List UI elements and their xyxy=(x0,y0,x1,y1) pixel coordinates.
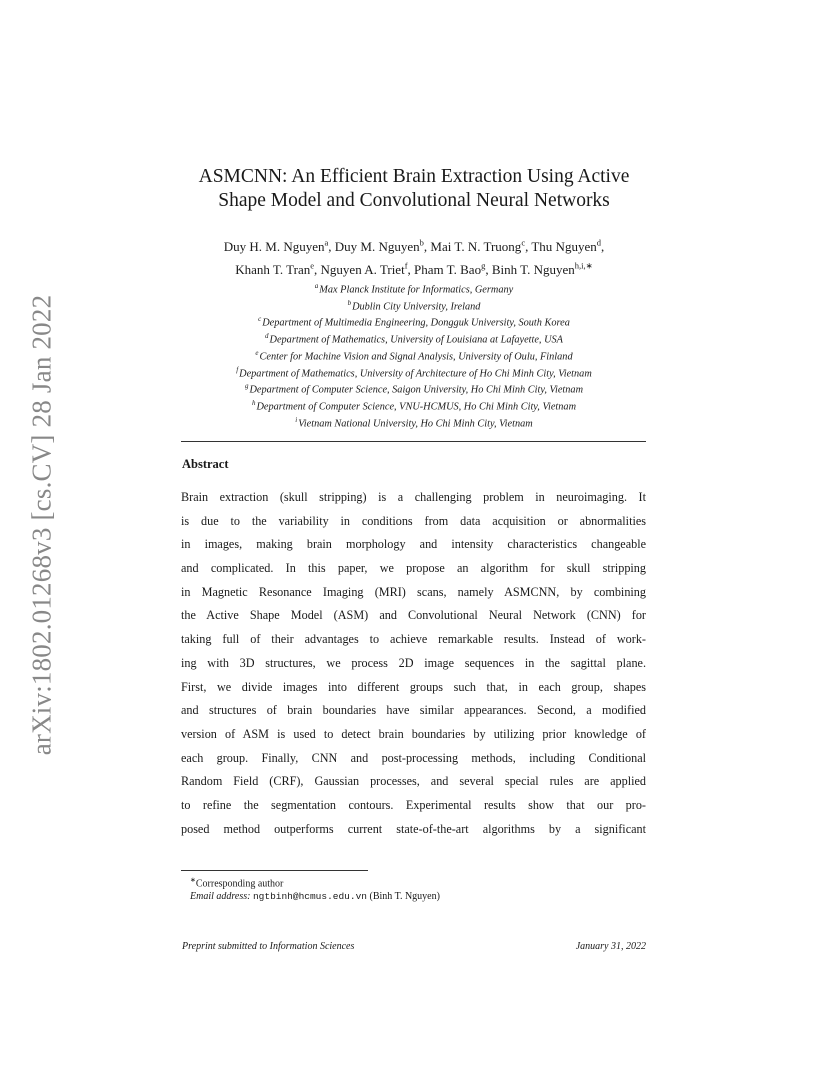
author-affil-mark: a xyxy=(324,238,329,248)
affiliation xyxy=(120,364,708,381)
affiliation-mark: a xyxy=(314,282,319,290)
author-affil-mark: d xyxy=(596,238,601,248)
author-list xyxy=(150,234,678,279)
affiliation xyxy=(120,297,708,314)
affiliation-mark: b xyxy=(347,298,352,307)
abstract-line: ing with 3D structures, we process 2D image sequences in the sagittal plane. xyxy=(181,655,646,670)
affiliation xyxy=(120,414,708,431)
corresponding-mark: ∗ xyxy=(190,876,196,884)
footnote xyxy=(190,874,440,903)
author-line xyxy=(150,234,678,256)
author-separator: , xyxy=(314,261,321,277)
author-name: Mai T. N. Truong xyxy=(430,239,522,255)
paper-title xyxy=(150,165,678,213)
email-label: Email address: xyxy=(190,891,251,903)
corresponding-text: Corresponding author xyxy=(195,878,284,890)
abstract-line: in images, making brain morphology and intensity characteristics changeable xyxy=(181,537,646,552)
affiliation-mark: h xyxy=(251,399,256,408)
footnote-rule xyxy=(181,870,368,871)
affiliation-list xyxy=(120,280,708,430)
affiliation-text: Department of Computer Science, Saigon University, Ho Chi Minh City, Vietnam xyxy=(249,384,584,396)
abstract-top-rule xyxy=(181,441,646,442)
author-separator: , xyxy=(423,239,431,255)
author-affil-mark: c xyxy=(521,238,526,248)
abstract-line: taking full of their advantages to achieve remarkable results. Instead of work- xyxy=(181,632,646,647)
abstract-body xyxy=(181,486,646,841)
author-line xyxy=(150,256,678,278)
abstract-line: each group. Finally, CNN and post-processing methods, including Conditional xyxy=(181,750,646,765)
author xyxy=(414,262,492,277)
author-affil-mark: h,i,∗ xyxy=(574,260,593,271)
affiliation-text: Department of Computer Science, VNU-HCMUS, Ho Chi Minh City, Vietnam xyxy=(256,401,577,413)
author xyxy=(321,262,415,277)
affiliation-text: Dublin City University, Ireland xyxy=(352,301,481,313)
affiliation-mark: i xyxy=(295,415,298,424)
preprint-date: January 31, 2022 xyxy=(575,941,646,952)
affiliation xyxy=(120,313,708,330)
affiliation-mark: e xyxy=(255,348,259,357)
author-name: Thu Nguyen xyxy=(531,239,597,255)
author-name: Duy H. M. Nguyen xyxy=(223,239,325,255)
abstract-line: posed method outperforms current state-of-the-art algorithms by a significant xyxy=(181,821,646,836)
author-affil-mark: b xyxy=(419,238,424,248)
author-affil-mark: f xyxy=(404,260,408,271)
author-name: Binh T. Nguyen xyxy=(491,261,575,277)
affiliation xyxy=(120,280,708,297)
abstract-line: to refine the segmentation contours. Experimental results show that our pro- xyxy=(181,797,646,812)
abstract-line: Brain extraction (skull stripping) is a challenging problem in neuroimaging. It xyxy=(181,490,646,504)
affiliation-text: Vietnam National University, Ho Chi Minh City, Vietnam xyxy=(298,418,533,430)
abstract-line: Random Field (CRF), Gaussian processes, and several special rules are applied xyxy=(181,774,646,789)
author xyxy=(235,262,320,277)
abstract-line: is due to the variability in conditions from data acquisition or abnormalities xyxy=(181,513,646,528)
author-name: Duy M. Nguyen xyxy=(334,239,420,255)
title-line: ASMCNN: An Efficient Brain Extraction Using Active xyxy=(198,166,630,187)
author-name: Khanh T. Tran xyxy=(235,261,311,277)
author-separator: , xyxy=(600,239,605,255)
abstract-heading: Abstract xyxy=(182,457,229,471)
affiliation-mark: g xyxy=(244,382,249,391)
author-separator: , xyxy=(328,239,335,255)
preprint-note: Preprint submitted to Information Sciences xyxy=(182,941,355,952)
affiliation-mark: c xyxy=(258,315,262,324)
affiliation-mark: f xyxy=(236,365,239,374)
author-name: Pham T. Bao xyxy=(414,261,482,277)
author xyxy=(335,239,431,254)
author xyxy=(224,239,335,254)
email-note xyxy=(190,890,440,903)
affiliation-text: Center for Machine Vision and Signal Analysis, University of Oulu, Finland xyxy=(259,351,573,363)
abstract-line: and complicated. In this paper, we propose an algorithm for skull stripping xyxy=(181,561,646,576)
corresponding-author-note xyxy=(190,874,440,890)
email-address-link[interactable]: ngtbinh@hcmus.edu.vn xyxy=(252,891,367,903)
author-affil-mark: e xyxy=(310,260,315,271)
author-separator: , xyxy=(525,239,532,255)
abstract-line: and structures of brain boundaries have similar appearances. Second, a modified xyxy=(181,703,646,718)
abstract-line: the Active Shape Model (ASM) and Convolutional Neural Network (CNN) for xyxy=(181,608,646,623)
affiliation xyxy=(120,330,708,347)
author-separator: , xyxy=(485,261,492,277)
affiliation xyxy=(120,380,708,397)
author-affil-mark: g xyxy=(481,260,486,271)
author xyxy=(430,239,531,254)
abstract-line: version of ASM is used to detect brain boundaries by utilizing prior knowledge of xyxy=(181,726,646,741)
author-separator: , xyxy=(407,261,415,277)
author xyxy=(531,239,604,254)
abstract-line: in Magnetic Resonance Imaging (MRI) scans, namely ASMCNN, by combining xyxy=(181,584,646,599)
affiliation-text: Max Planck Institute for Informatics, Germany xyxy=(319,284,514,296)
affiliation xyxy=(120,397,708,414)
title-line: Shape Model and Convolutional Neural Networks xyxy=(218,190,610,211)
affiliation xyxy=(120,347,708,364)
author xyxy=(492,262,593,277)
affiliation-text: Department of Multimedia Engineering, Dongguk University, South Korea xyxy=(262,317,570,329)
author-name: Nguyen A. Triet xyxy=(320,261,405,277)
abstract-line: First, we divide images into different groups such that, in each group, shapes xyxy=(181,679,646,694)
arxiv-identifier: arXiv:1802.01268v3 [cs.CV] 28 Jan 2022 xyxy=(26,294,57,756)
email-owner: (Binh T. Nguyen) xyxy=(369,891,440,903)
affiliation-text: Department of Mathematics, University of Louisiana at Lafayette, USA xyxy=(269,334,563,346)
affiliation-mark: d xyxy=(265,332,269,341)
arxiv-side-stamp xyxy=(18,290,66,760)
affiliation-text: Department of Mathematics, University of Architecture of Ho Chi Minh City, Vietnam xyxy=(239,368,592,380)
